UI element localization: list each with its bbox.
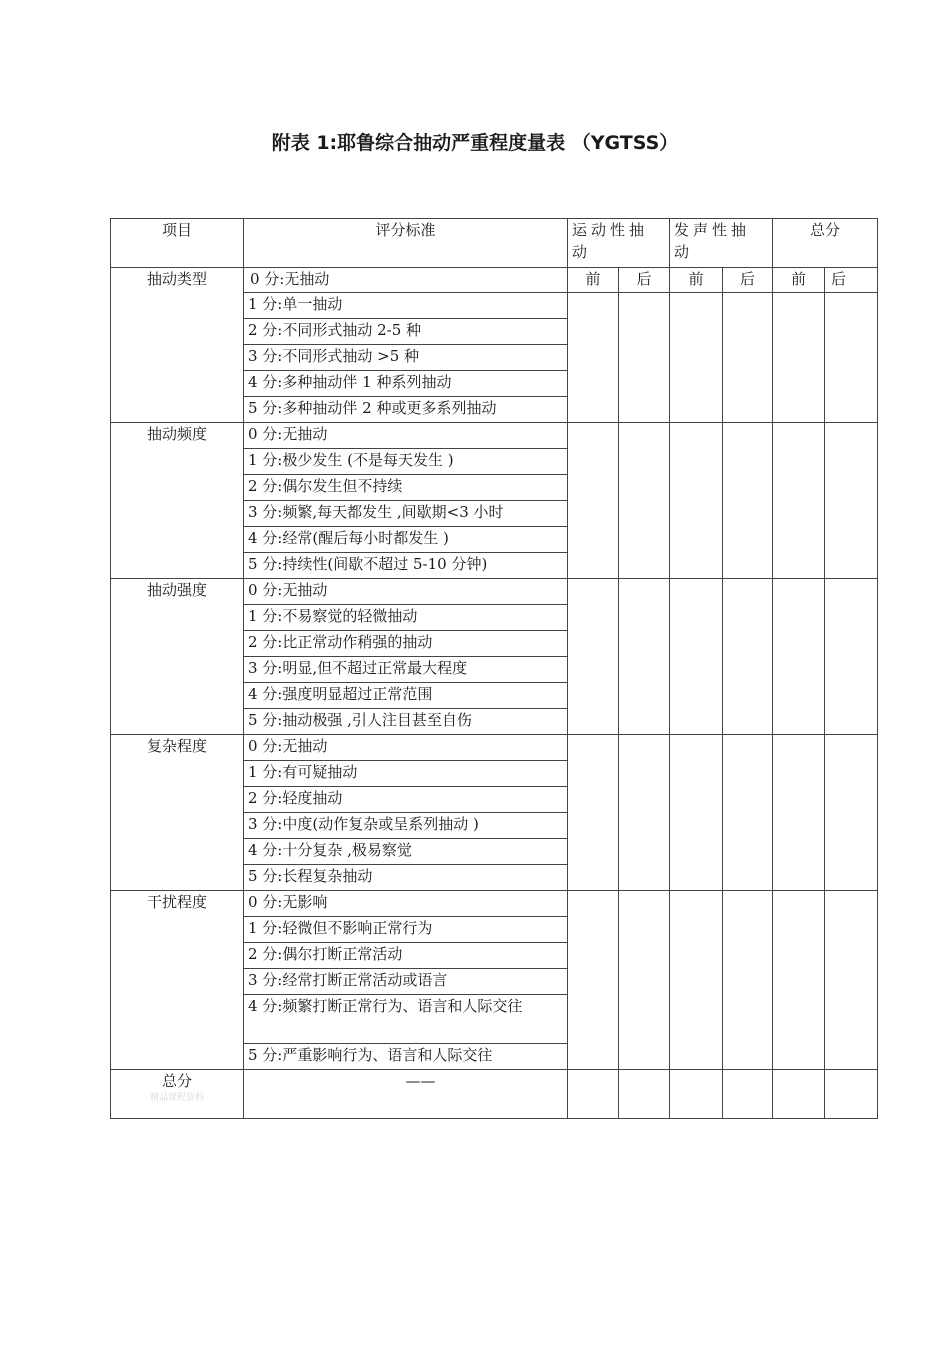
criterion: 1 分:极少发生 (不是每天发生 ) (244, 449, 568, 475)
criterion: 5 分:抽动极强 ,引人注目甚至自伤 (244, 709, 568, 735)
criterion: 0 分:无影响 (244, 891, 568, 917)
criterion: 0 分:无抽动 (244, 268, 568, 293)
criterion: 5 分:持续性(间歇不超过 5-10 分钟) (244, 553, 568, 579)
criterion: 1 分:单一抽动 (244, 293, 568, 319)
criterion: 4 分:经常(醒后每小时都发生 ) (244, 527, 568, 553)
total-after-score[interactable] (825, 891, 878, 1070)
total-after-score[interactable] (825, 735, 878, 891)
motor-after-score[interactable] (619, 579, 670, 735)
ygtss-table (110, 218, 878, 1119)
header-row (111, 219, 878, 268)
total-before-label: 前 (773, 268, 825, 293)
page-title: 附表 1:耶鲁综合抽动严重程度量表 （YGTSS） (271, 132, 679, 154)
vocal-after-score[interactable] (723, 735, 773, 891)
vocal-before-label: 前 (670, 268, 723, 293)
motor-before-score[interactable] (568, 579, 619, 735)
category-label: 抽动频度 (111, 423, 244, 579)
watermark: 精品课程资料 (149, 1093, 204, 1103)
vocal-before-score[interactable] (670, 579, 723, 735)
table-row (111, 579, 878, 605)
total-criteria-cell (244, 1070, 568, 1119)
category-label: 抽动类型 (111, 268, 244, 423)
total-before-score[interactable] (773, 579, 825, 735)
criterion: 3 分:明显,但不超过正常最大程度 (244, 657, 568, 683)
header-item: 项目 (111, 219, 244, 268)
total-before-score[interactable] (773, 735, 825, 891)
motor-before-score[interactable] (568, 891, 619, 1070)
total-before-score[interactable] (773, 293, 825, 423)
total-before-score[interactable] (773, 891, 825, 1070)
category-label: 抽动强度 (111, 579, 244, 735)
motor-before-score[interactable] (568, 293, 619, 423)
criterion: 3 分:频繁,每天都发生 ,间歇期<3 小时 (244, 501, 568, 527)
criterion: 0 分:无抽动 (244, 423, 568, 449)
criterion: 3 分:不同形式抽动 >5 种 (244, 345, 568, 371)
category-label: 干扰程度 (111, 891, 244, 1070)
criterion: 1 分:有可疑抽动 (244, 761, 568, 787)
criterion: 4 分:多种抽动伴 1 种系列抽动 (244, 371, 568, 397)
motor-after-score[interactable] (619, 423, 670, 579)
motor-after-score[interactable] (619, 293, 670, 423)
criterion: 4 分:频繁打断正常行为、语言和人际交往 (244, 995, 568, 1044)
total-row (111, 1070, 878, 1119)
criterion: 2 分:轻度抽动 (244, 787, 568, 813)
motor-after-total[interactable] (619, 1070, 670, 1119)
criterion: 5 分:多种抽动伴 2 种或更多系列抽动 (244, 397, 568, 423)
total-after-score[interactable] (825, 293, 878, 423)
criterion: 2 分:比正常动作稍强的抽动 (244, 631, 568, 657)
total-before-total[interactable] (773, 1070, 825, 1119)
motor-before-score[interactable] (568, 735, 619, 891)
criterion: 3 分:经常打断正常活动或语言 (244, 969, 568, 995)
category-label: 复杂程度 (111, 735, 244, 891)
criterion: 5 分:严重影响行为、语言和人际交往 (244, 1044, 568, 1070)
header-vocal: 发声性抽动 (670, 219, 773, 268)
criterion: 2 分:偶尔打断正常活动 (244, 943, 568, 969)
motor-before-label: 前 (568, 268, 619, 293)
vocal-after-score[interactable] (723, 579, 773, 735)
table-row (111, 891, 878, 917)
vocal-after-score[interactable] (723, 891, 773, 1070)
total-label-cell (111, 1070, 244, 1119)
criterion: 5 分:长程复杂抽动 (244, 865, 568, 891)
total-label: 总分 (161, 1072, 192, 1090)
criterion: 3 分:中度(动作复杂或呈系列抽动 ) (244, 813, 568, 839)
table-body (111, 219, 878, 1119)
table-row (111, 423, 878, 449)
motor-before-score[interactable] (568, 423, 619, 579)
total-after-score[interactable] (825, 579, 878, 735)
motor-after-score[interactable] (619, 735, 670, 891)
total-before-score[interactable] (773, 423, 825, 579)
vocal-after-total[interactable] (723, 1070, 773, 1119)
vocal-before-score[interactable] (670, 891, 723, 1070)
header-total: 总分 (773, 219, 878, 268)
vocal-after-score[interactable] (723, 293, 773, 423)
criterion: 4 分:强度明显超过正常范围 (244, 683, 568, 709)
vocal-before-total[interactable] (670, 1070, 723, 1119)
motor-before-total[interactable] (568, 1070, 619, 1119)
criterion: 0 分:无抽动 (244, 579, 568, 605)
vocal-before-score[interactable] (670, 735, 723, 891)
vocal-after-label: 后 (723, 268, 773, 293)
total-dash: —— (405, 1072, 436, 1090)
criterion: 2 分:不同形式抽动 2-5 种 (244, 319, 568, 345)
vocal-before-score[interactable] (670, 293, 723, 423)
criterion: 1 分:不易察觉的轻微抽动 (244, 605, 568, 631)
total-after-label: 后 (825, 268, 878, 293)
motor-after-label: 后 (619, 268, 670, 293)
criterion: 1 分:轻微但不影响正常行为 (244, 917, 568, 943)
criterion: 2 分:偶尔发生但不持续 (244, 475, 568, 501)
motor-after-score[interactable] (619, 891, 670, 1070)
criterion: 4 分:十分复杂 ,极易察觉 (244, 839, 568, 865)
vocal-before-score[interactable] (670, 423, 723, 579)
table-row (111, 268, 878, 293)
table-row (111, 735, 878, 761)
header-criteria: 评分标准 (244, 219, 568, 268)
header-motor: 运动性抽动 (568, 219, 670, 268)
total-after-score[interactable] (825, 423, 878, 579)
vocal-after-score[interactable] (723, 423, 773, 579)
total-after-total[interactable] (825, 1070, 878, 1119)
criterion: 0 分:无抽动 (244, 735, 568, 761)
